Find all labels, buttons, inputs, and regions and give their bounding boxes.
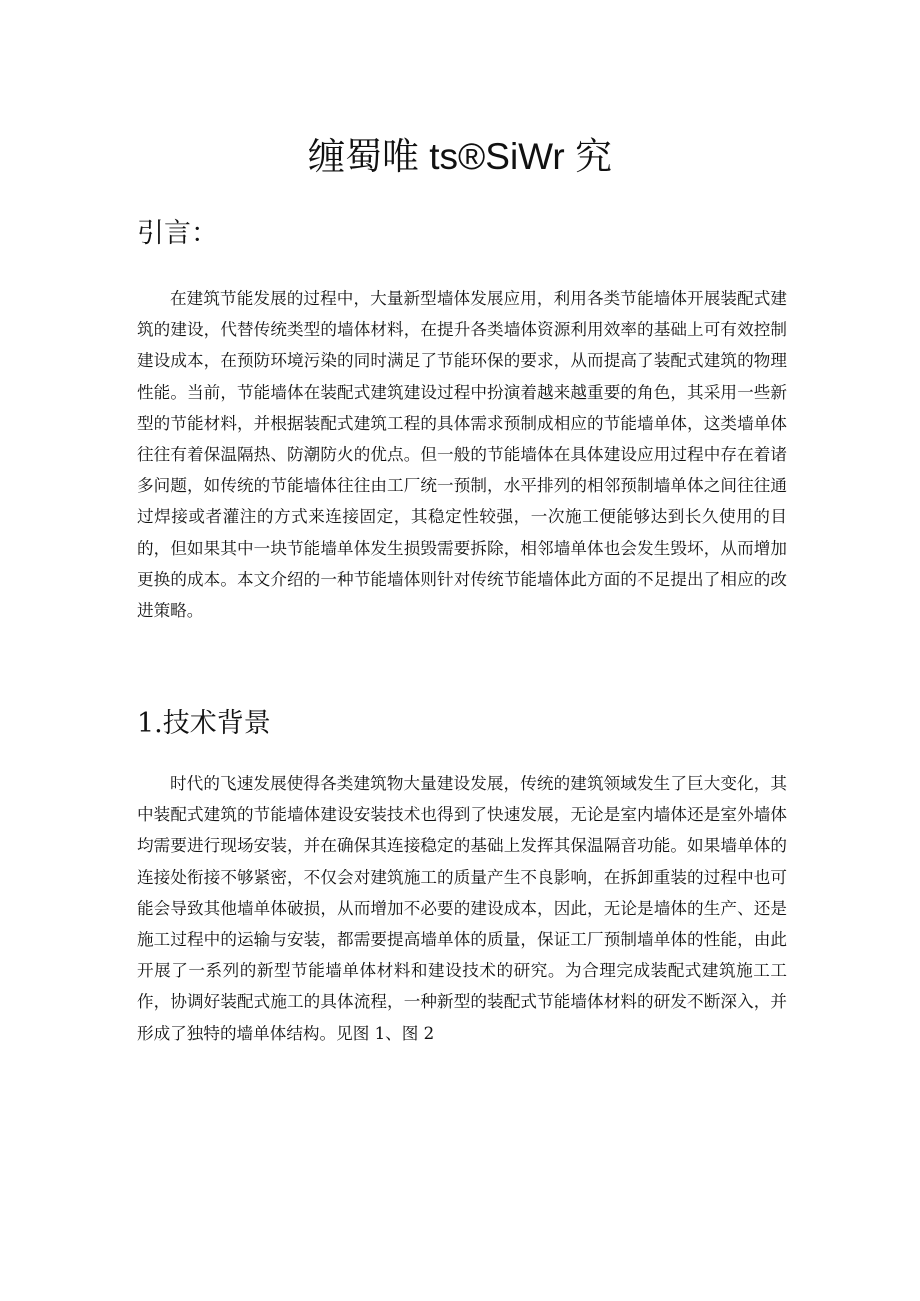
- document-title: 缠蜀唯 ts®SiWr 究: [307, 136, 613, 177]
- section-heading-introduction: 引言：: [137, 218, 218, 249]
- introduction-paragraph: 在建筑节能发展的过程中，大量新型墙体发展应用，利用各类节能墙体开展装配式建筑的建设，代替传统类型的墙体材料，在提升各类墙体资源利用效率的基础上可有效控制建设成本，在预防环境污染的同时满足了节能环保的要求，从而提高了装配式建筑的物理性能。当前，节能墙体在装配式建筑建设过程中扮演着越来越重要的角色，其采用一些新型的节能材料，并根据装配式建筑工程的具体需求预制成相应的节能墙单体，这类墙单体往往有着保温隔热、防潮防火的优点。但一般的节能墙体在具体建设应用过程中存在着诸多问题，如传统的节能墙体往往由工厂统一预制，水平排列的相邻预制墙单体之间往往通过焊接或者灌注的方式来连接固定，其稳定性较强，一次施工便能够达到长久使用的目的，但如果其中一块节能墙单体发生损毁需要拆除，相邻墙单体也会发生毁坏，从而增加更换的成本。本文介绍的一种节能墙体则针对传统节能墙体此方面的不足提出了相应的改进策略。: [137, 289, 787, 621]
- section-heading-technical-background: 1.技术背景: [137, 708, 271, 739]
- technical-background-paragraph: 时代的飞速发展使得各类建筑物大量建设发展，传统的建筑领域发生了巨大变化，其中装配式建筑的节能墙体建设安装技术也得到了快速发展，无论是室内墙体还是室外墙体均需要进行现场安装，并在确保其连接稳定的基础上发挥其保温隔音功能。如果墙单体的连接处衔接不够紧密，不仅会对建筑施工的质量产生不良影响，在拆卸重装的过程中也可能会导致其他墙单体破损，从而增加不必要的建设成本，因此，无论是墙体的生产、还是施工过程中的运输与安装，都需要提高墙单体的质量，保证工厂预制墙单体的性能，由此开展了一系列的新型节能墙单体材料和建设技术的研究。为合理完成装配式建筑施工工作，协调好装配式施工的具体流程，一种新型的装配式节能墙体材料的研发不断深入，并形成了独特的墙单体结构。见图 1、图 2: [137, 774, 787, 1043]
